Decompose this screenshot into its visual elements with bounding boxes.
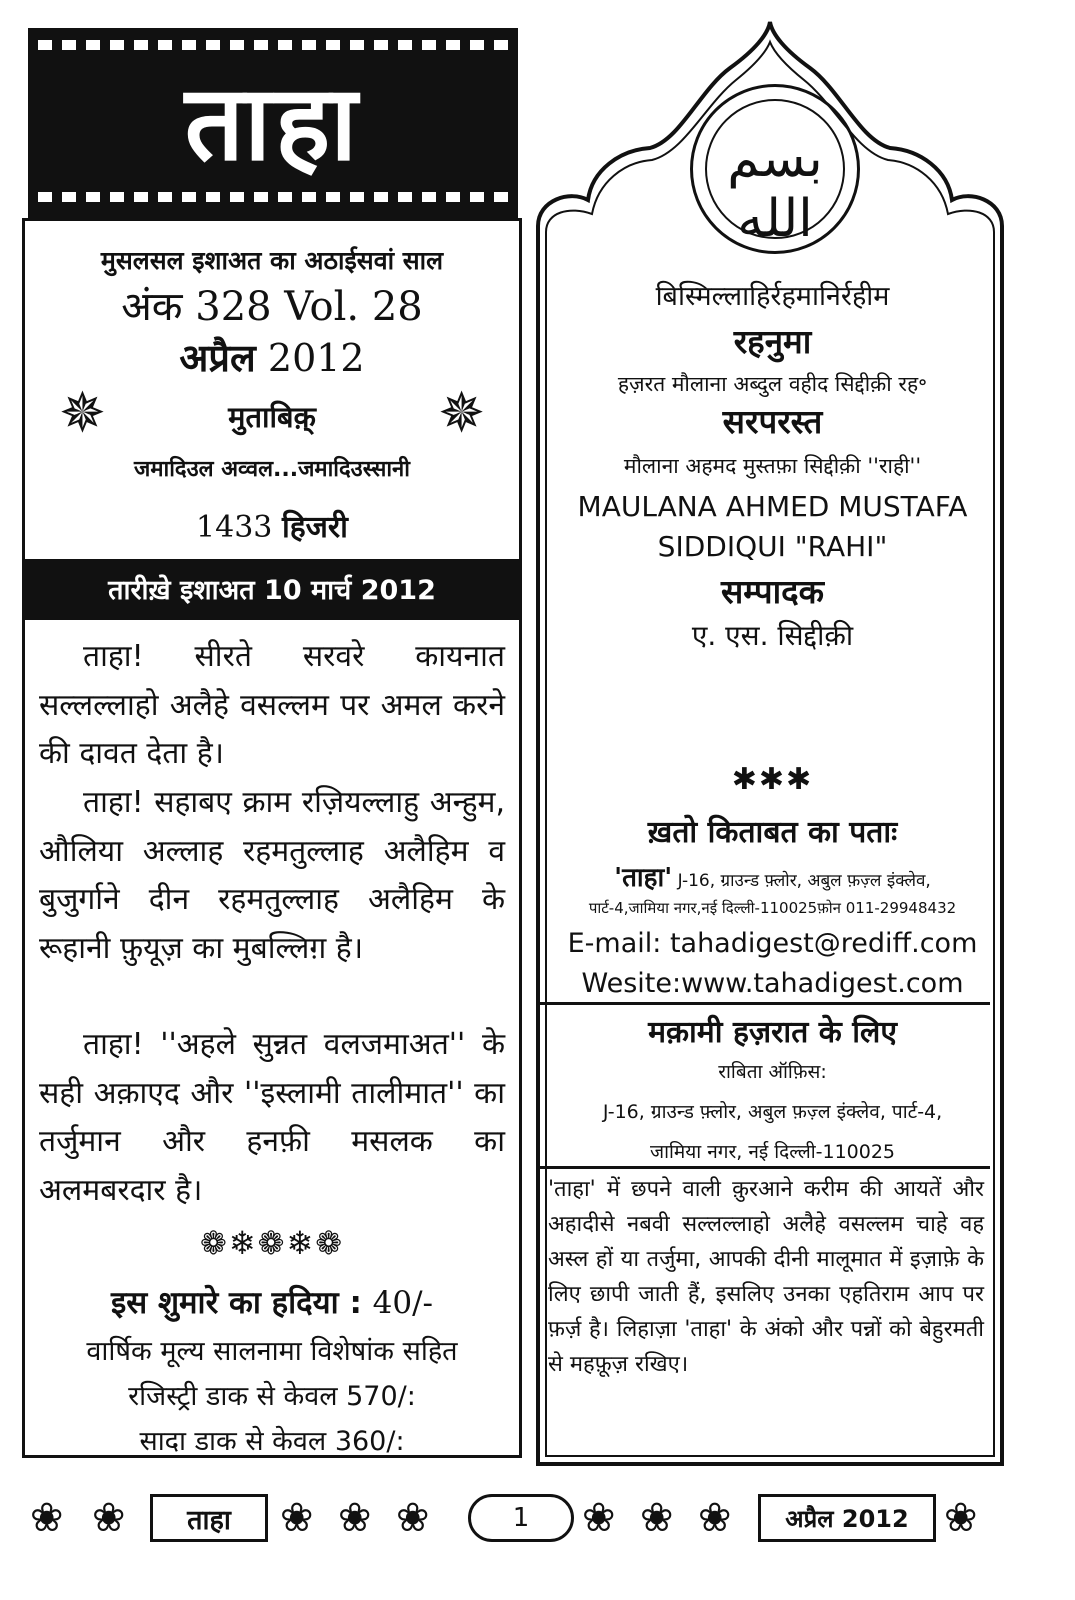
intro-paragraph-1: ताहा! सीरते सरवरे कायनात सल्लल्लाहो अलैहे वसल्लम पर अमल करने की दावत देता है।	[39, 639, 505, 771]
flower-icon: ❀	[944, 1495, 978, 1541]
office-address-line-1: J-16, ग्राउन्ड फ़्लोर, अबुल फ़ज़्ल इंक्लेव, पार्ट-4,	[602, 1101, 943, 1123]
annual-price-line: वार्षिक मूल्य सालनामा विशेषांक सहित	[86, 1336, 458, 1367]
hijri-label: हिजरी	[281, 510, 348, 545]
flower-icon: ❀	[640, 1495, 674, 1541]
flower-icon: ❀	[698, 1495, 732, 1541]
hijri-year	[25, 505, 519, 546]
intro-paragraph-2: ताहा! सहाबए क्राम रज़ियल्लाहु अन्हुम, औलिया अल्लाह रहमतुल्लाह अलैहिम व बुजुर्गाने दीन रहमतुल्लाह अलैहिम के रूहानी फ़ुयूज़ का मुबल्लिग़ है।	[39, 785, 505, 966]
flower-icon: ❀	[30, 1495, 64, 1541]
contact-office-label: राबिता ऑफ़िस:	[718, 1061, 827, 1083]
flower-icon: ❀	[396, 1495, 430, 1541]
ordinary-post-price: सादा डाक से केवल 360/:	[139, 1426, 405, 1457]
footer-title: ताहा	[150, 1494, 268, 1542]
star-ornament-icon: ✵	[438, 381, 485, 446]
issue-month	[25, 331, 519, 383]
left-content-box	[22, 218, 522, 1458]
local-readers-heading: मक़ामी हज़रात के लिए	[648, 1015, 897, 1050]
address-line-1-text: J-16, ग्राउन्ड फ़्लोर, अबुल फ़ज़्ल इंक्लेव,	[677, 871, 931, 891]
divider	[25, 617, 519, 620]
editor-heading: सम्पादक	[721, 572, 824, 611]
address-brand: 'ताहा'	[614, 863, 673, 893]
bismillah-text: बिस्मिल्लाहिर्रहमानिर्रहीम	[655, 281, 890, 312]
issue-month-label: अप्रैल	[179, 336, 256, 380]
divider	[540, 1002, 990, 1005]
issue-year-line: मुसलसल इशाअत का अठाईसवां साल	[100, 246, 444, 275]
film-sprockets-bottom	[38, 192, 508, 206]
flower-icon: ❀	[338, 1495, 372, 1541]
registered-post-price: रजिस्ट्री डाक से केवल 570/:	[128, 1381, 416, 1412]
website-address: Wesite:www.tahadigest.com	[581, 968, 964, 999]
sarparast-heading: सरपरस्त	[722, 402, 823, 441]
editor-name: ए. एस. सिद्दीक़ी	[691, 619, 854, 652]
address-line-2: पार्ट-4,जामिया नगर,नई दिल्ली-110025फ़ोन 011-29948432	[588, 899, 957, 917]
correspondence-heading: ख़तो किताबत का पताः	[647, 815, 898, 850]
calligraphy-seal-icon: بسم الله	[727, 129, 823, 249]
flower-icon: ❀	[92, 1495, 126, 1541]
star-ornament-icon: ✵	[59, 381, 106, 446]
film-sprockets-top	[38, 40, 508, 54]
flower-icon: ❀	[582, 1495, 616, 1541]
sarparast-name-english-2: SIDDIQUI "RAHI"	[657, 530, 888, 563]
rahnuma-heading: रहनुमा	[733, 322, 812, 361]
footer-date: अप्रैल 2012	[758, 1494, 936, 1542]
intro-paragraph-3: ताहा! ''अहले सुन्नत वलजमाअत'' के सही अक़ाएद और ''इस्लामी तालीमात'' का तर्जुमान और हनफ़ी मसलक का अलमबरदार है।	[39, 1027, 505, 1208]
stars-ornament-icon: ✱✱✱	[731, 762, 814, 797]
publish-date-bar: तारीख़े इशाअत 10 मार्च 2012	[22, 559, 522, 617]
sarparast-name-english-1: MAULANA AHMED MUSTAFA	[577, 490, 968, 523]
page-number: 1	[468, 1494, 574, 1542]
issue-month-year: 2012	[267, 336, 365, 380]
hijri-months: जमादिउल अव्वल...जमादिउस्सानी	[134, 457, 410, 482]
bismillah-seal	[690, 84, 860, 254]
office-address-line-2: जामिया नगर, नई दिल्ली-110025	[649, 1141, 896, 1163]
respect-notice: 'ताहा' में छपने वाली क़ुरआने करीम की आयतें और अहादीसे नबवी सल्लल्लाहो अलैहे वसल्लम चाहे वह अस्ल हों या तर्जुमा, आपकी दीनी मालूमात में इज़ाफ़े के लिए छापी जाती हैं, इसलिए उनका एहतिराम आप पर फ़र्ज़ है। लिहाज़ा 'ताहा' के अंको और पन्नों को बेहुरमती से महफ़ूज़ रखिए।	[548, 1177, 984, 1377]
address-line-1	[540, 858, 1005, 894]
issue-price-label: इस शुमारे का हदिया :	[110, 1285, 362, 1321]
issue-price	[25, 1281, 519, 1323]
flower-ornament-icon: ❁❄❁❄❁	[199, 1224, 345, 1262]
rahnuma-name: हज़रत मौलाना अब्दुल वहीद सिद्दीक़ी रह॰	[617, 372, 928, 396]
masthead-title: ताहा	[184, 62, 362, 184]
issue-number: अंक 328 Vol. 28	[121, 284, 423, 330]
mutabiq-label: मुताबिक़्	[228, 400, 316, 434]
divider	[540, 1166, 990, 1169]
hijri-year-number: 1433	[196, 510, 273, 545]
sarparast-name-hindi: मौलाना अहमद मुस्तफ़ा सिद्दीक़ी ''राही''	[623, 454, 922, 478]
issue-price-value: 40/-	[372, 1285, 434, 1321]
email-address: E-mail: tahadigest@rediff.com	[567, 928, 978, 959]
flower-icon: ❀	[280, 1495, 314, 1541]
masthead	[28, 28, 518, 218]
